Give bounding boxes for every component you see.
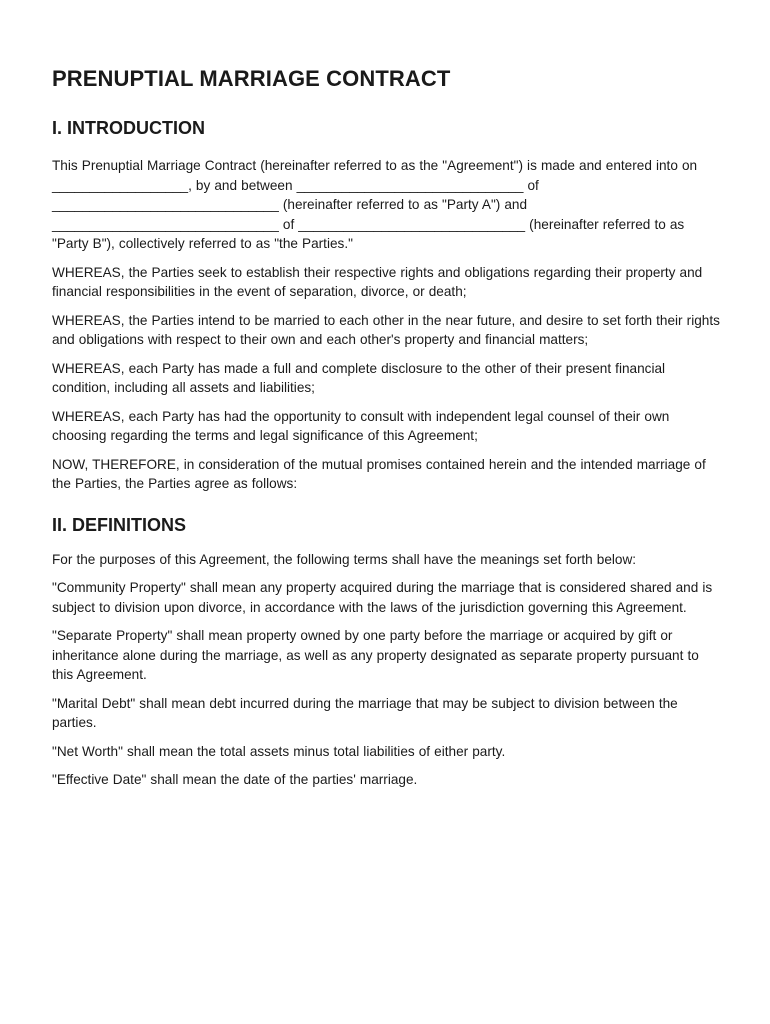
definition-marital-debt: "Marital Debt" shall mean debt incurred during the marriage that may be subject to division between the parties. [52, 695, 682, 730]
definition-community-property: "Community Property" shall mean any property acquired during the marriage that is considered shared and is subject to division upon divorce, in accordance with the laws of the jurisdiction governing this Agreement. [52, 580, 717, 615]
intro-paragraph: This Prenuptial Marriage Contract (hereinafter referred to as the "Agreement") is made and entered into on __________________, by and between ______________________________ of ______________________________ (hereinafter referred to as "Party A") and ______________________________ of ______________________________ (hereinafter referred to as "Party B"), collectively referred to as "the Parties." [52, 158, 702, 251]
whereas-paragraph: WHEREAS, each Party has had the opportunity to consult with independent legal counsel of their own choosing regarding the terms and legal significance of this Agreement; [52, 408, 674, 443]
definitions-intro-paragraph: For the purposes of this Agreement, the following terms shall have the meanings set forth below: [52, 551, 637, 567]
whereas-paragraph: WHEREAS, the Parties intend to be married to each other in the near future, and desire to set forth their rights and obligations with respect to their own and each other's property and financial matters; [52, 312, 724, 347]
section-heading-definitions: II. DEFINITIONS [52, 514, 187, 535]
introduction-section [52, 156, 724, 494]
now-therefore-paragraph: NOW, THEREFORE, in consideration of the mutual promises contained herein and the intended marriage of the Parties, the Parties agree as follows: [52, 456, 710, 491]
definition-net-worth: "Net Worth" shall mean the total assets minus total liabilities of either party. [52, 743, 506, 759]
section-heading-introduction: I. INTRODUCTION [52, 118, 205, 138]
document-page [52, 66, 724, 799]
definition-effective-date: "Effective Date" shall mean the date of the parties' marriage. [52, 772, 418, 787]
definition-separate-property: "Separate Property" shall mean property owned by one party before the marriage or acquired by gift or inheritance alone during the marriage, as well as any property designated as separate property pursuant to this Agreement. [52, 628, 703, 682]
document-title: PRENUPTIAL MARRIAGE CONTRACT [52, 66, 451, 91]
whereas-paragraph: WHEREAS, each Party has made a full and complete disclosure to the other of their present financial condition, including all assets and liabilities; [52, 360, 670, 395]
whereas-paragraph: WHEREAS, the Parties seek to establish their respective rights and obligations regarding their property and financial responsibilities in the event of separation, divorce, or death; [52, 264, 707, 299]
definitions-section [52, 550, 724, 790]
